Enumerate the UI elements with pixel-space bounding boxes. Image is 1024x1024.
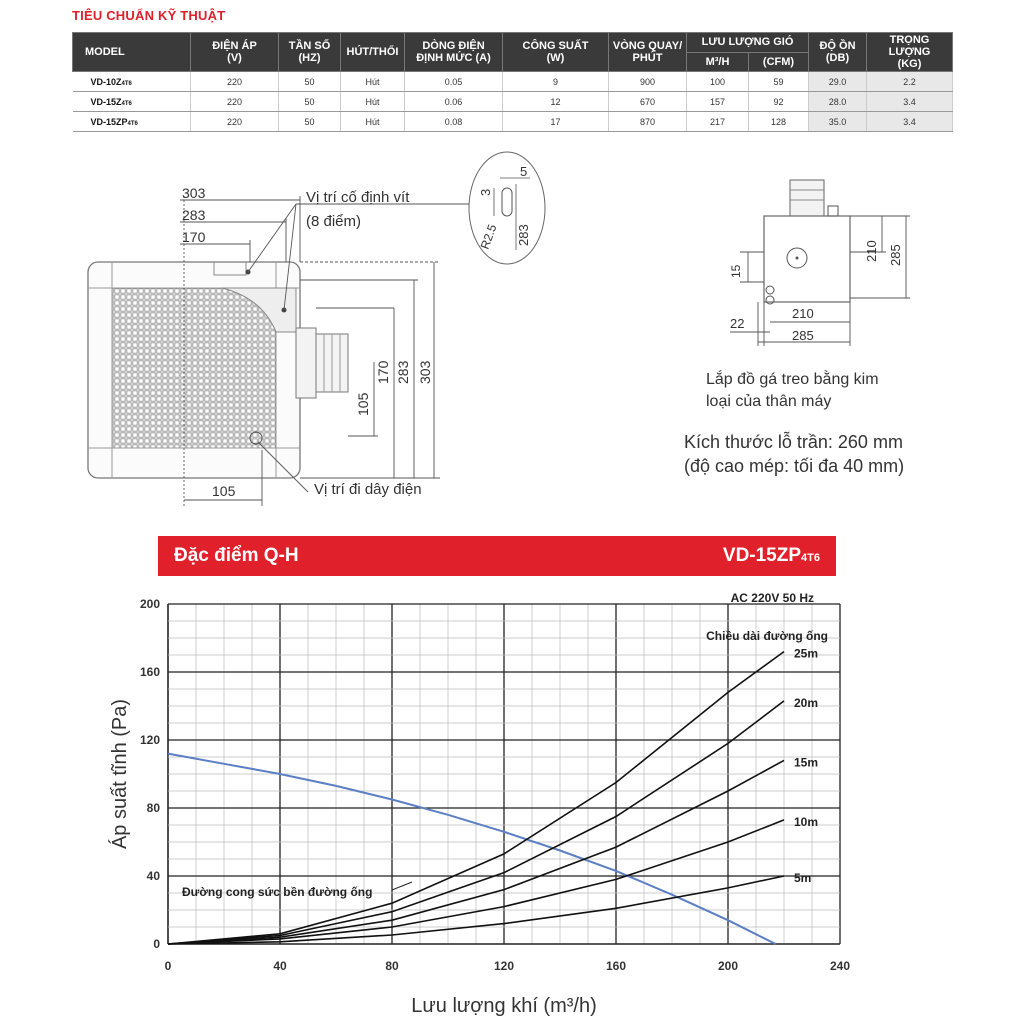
cell-m3h: 157 xyxy=(687,92,749,112)
header-current: DÒNG ĐIỆN ĐỊNH MỨC (A) xyxy=(405,33,503,72)
fan-side-view xyxy=(764,180,850,304)
header-weight: TRỌNG LƯỢNG (KG) xyxy=(867,33,953,72)
y-tick-label: 120 xyxy=(139,733,160,747)
cell-m3h: 217 xyxy=(687,112,749,132)
cell-weight: 3.4 xyxy=(867,92,953,112)
header-noise: ĐỘ ỒN (DB) xyxy=(809,33,867,72)
x-tick-label: 0 xyxy=(164,959,172,973)
header-freq: TẦN SỐ (HZ) xyxy=(279,33,341,72)
screw-label: Vị trí cố định vít xyxy=(306,189,410,206)
side-motor-center xyxy=(796,257,799,260)
cell-power: 9 xyxy=(503,72,609,92)
y-tick-label: 80 xyxy=(146,801,160,815)
x-tick-label: 40 xyxy=(273,959,287,973)
x-tick-label: 160 xyxy=(605,959,627,973)
cell-cfm: 59 xyxy=(749,72,809,92)
header-voltage: ĐIỆN ÁP (V) xyxy=(191,33,279,72)
series-label: 5m xyxy=(794,871,812,885)
detail-dim-283: 283 xyxy=(516,224,531,246)
cell-mode: Hút xyxy=(341,92,405,112)
cell-current: 0.05 xyxy=(405,72,503,92)
detail-dim-3: 3 xyxy=(478,188,493,196)
cell-voltage: 220 xyxy=(191,112,279,132)
series-label: 15m xyxy=(794,755,819,770)
cell-mode: Hút xyxy=(341,72,405,92)
dim-105-right: 105 xyxy=(355,392,371,416)
dim-283-top: 283 xyxy=(182,207,206,223)
series-label: 25m xyxy=(794,646,819,661)
y-tick-labels xyxy=(140,597,160,951)
qh-title: Đặc điểm Q-H xyxy=(174,545,299,566)
cell-model: VD-10Z4T6 xyxy=(73,72,191,92)
y-axis-label: Áp suất tĩnh (Pa) xyxy=(109,698,131,850)
ceiling-note-line2: (độ cao mép: tối đa 40 mm) xyxy=(684,456,905,476)
ceiling-note-line1: Kích thước lỗ trần: 260 mm xyxy=(684,432,903,452)
cell-noise: 29.0 xyxy=(809,72,867,92)
cell-mode: Hút xyxy=(341,112,405,132)
header-power: CÔNG SUẤT (W) xyxy=(503,33,609,72)
series-label: 20m xyxy=(794,695,819,710)
fan-duct-collar xyxy=(296,328,316,398)
detail-radius: R2.5 xyxy=(477,222,500,252)
cell-voltage: 220 xyxy=(191,72,279,92)
wire-label: Vị trí đi dây điện xyxy=(314,481,422,498)
dim-283-right: 283 xyxy=(395,360,411,384)
cell-cfm: 128 xyxy=(749,112,809,132)
side-duct xyxy=(790,180,824,216)
cell-cfm: 92 xyxy=(749,92,809,112)
cell-noise: 28.0 xyxy=(809,92,867,112)
cell-current: 0.08 xyxy=(405,112,503,132)
fan-front-view xyxy=(88,262,348,478)
cell-m3h: 100 xyxy=(687,72,749,92)
x-tick-label: 200 xyxy=(717,959,739,973)
screw-count-label: (8 điểm) xyxy=(306,213,362,230)
side-bracket xyxy=(828,206,838,216)
qh-chart xyxy=(108,591,850,1017)
header-airflow-cfm: (CFM) xyxy=(749,52,809,72)
cell-voltage: 220 xyxy=(191,92,279,112)
detail-dim-5: 5 xyxy=(520,164,528,179)
cell-speed: 670 xyxy=(609,92,687,112)
y-tick-label: 200 xyxy=(139,597,160,611)
cell-freq: 50 xyxy=(279,92,341,112)
dim-303-right: 303 xyxy=(417,360,433,384)
resistance-curve-label: Đường cong sức bền đường ống xyxy=(182,885,373,899)
mount-note-line2: loại của thân máy xyxy=(706,393,832,410)
cell-speed: 900 xyxy=(609,72,687,92)
side-dim-210-v: 210 xyxy=(864,240,879,262)
header-model: MODEL xyxy=(73,33,191,72)
x-axis-label: Lưu lượng khí (m³/h) xyxy=(411,995,597,1017)
x-tick-labels xyxy=(165,959,851,973)
spec-title: TIÊU CHUẨN KỸ THUẬT xyxy=(72,8,226,23)
dim-303-top: 303 xyxy=(182,185,206,201)
header-mode: HÚT/THỔI xyxy=(341,33,405,72)
x-tick-label: 240 xyxy=(829,959,851,973)
dim-170-right: 170 xyxy=(375,360,391,384)
side-dim-22: 22 xyxy=(730,316,745,331)
side-dim-285-h: 285 xyxy=(792,328,814,343)
cell-current: 0.06 xyxy=(405,92,503,112)
header-airflow: LƯU LƯỢNG GIÓ xyxy=(687,33,809,53)
cell-freq: 50 xyxy=(279,72,341,92)
cell-model: VD-15Z4T6 xyxy=(73,92,191,112)
y-tick-label: 0 xyxy=(153,937,160,951)
dim-170-top: 170 xyxy=(182,229,206,245)
dim-105-bottom: 105 xyxy=(212,483,236,499)
x-tick-label: 80 xyxy=(385,959,399,973)
qh-model: VD-15ZP4T6 xyxy=(722,545,820,566)
y-tick-label: 160 xyxy=(139,665,160,679)
side-dim-15: 15 xyxy=(729,264,743,278)
y-tick-label: 40 xyxy=(146,869,160,883)
cell-freq: 50 xyxy=(279,112,341,132)
side-dim-285-v: 285 xyxy=(888,244,903,266)
mount-note-line1: Lắp đồ gá treo bằng kim xyxy=(706,371,879,388)
header-speed: VÒNG QUAY/ PHÚT xyxy=(609,33,687,72)
cell-power: 12 xyxy=(503,92,609,112)
cell-noise: 35.0 xyxy=(809,112,867,132)
header-airflow-m3h: M³/H xyxy=(687,52,749,72)
fan-grille xyxy=(112,288,276,448)
side-dim-210-h: 210 xyxy=(792,306,814,321)
cell-speed: 870 xyxy=(609,112,687,132)
cell-weight: 3.4 xyxy=(867,112,953,132)
cell-power: 17 xyxy=(503,112,609,132)
cell-weight: 2.2 xyxy=(867,72,953,92)
power-spec-label: AC 220V 50 Hz xyxy=(730,591,814,605)
cell-model: VD-15ZP4T6 xyxy=(73,112,191,132)
x-tick-label: 120 xyxy=(493,959,515,973)
qh-banner xyxy=(158,536,836,576)
series-label: 10m xyxy=(794,814,819,829)
duct-length-label: Chiều dài đường ống xyxy=(706,629,828,643)
